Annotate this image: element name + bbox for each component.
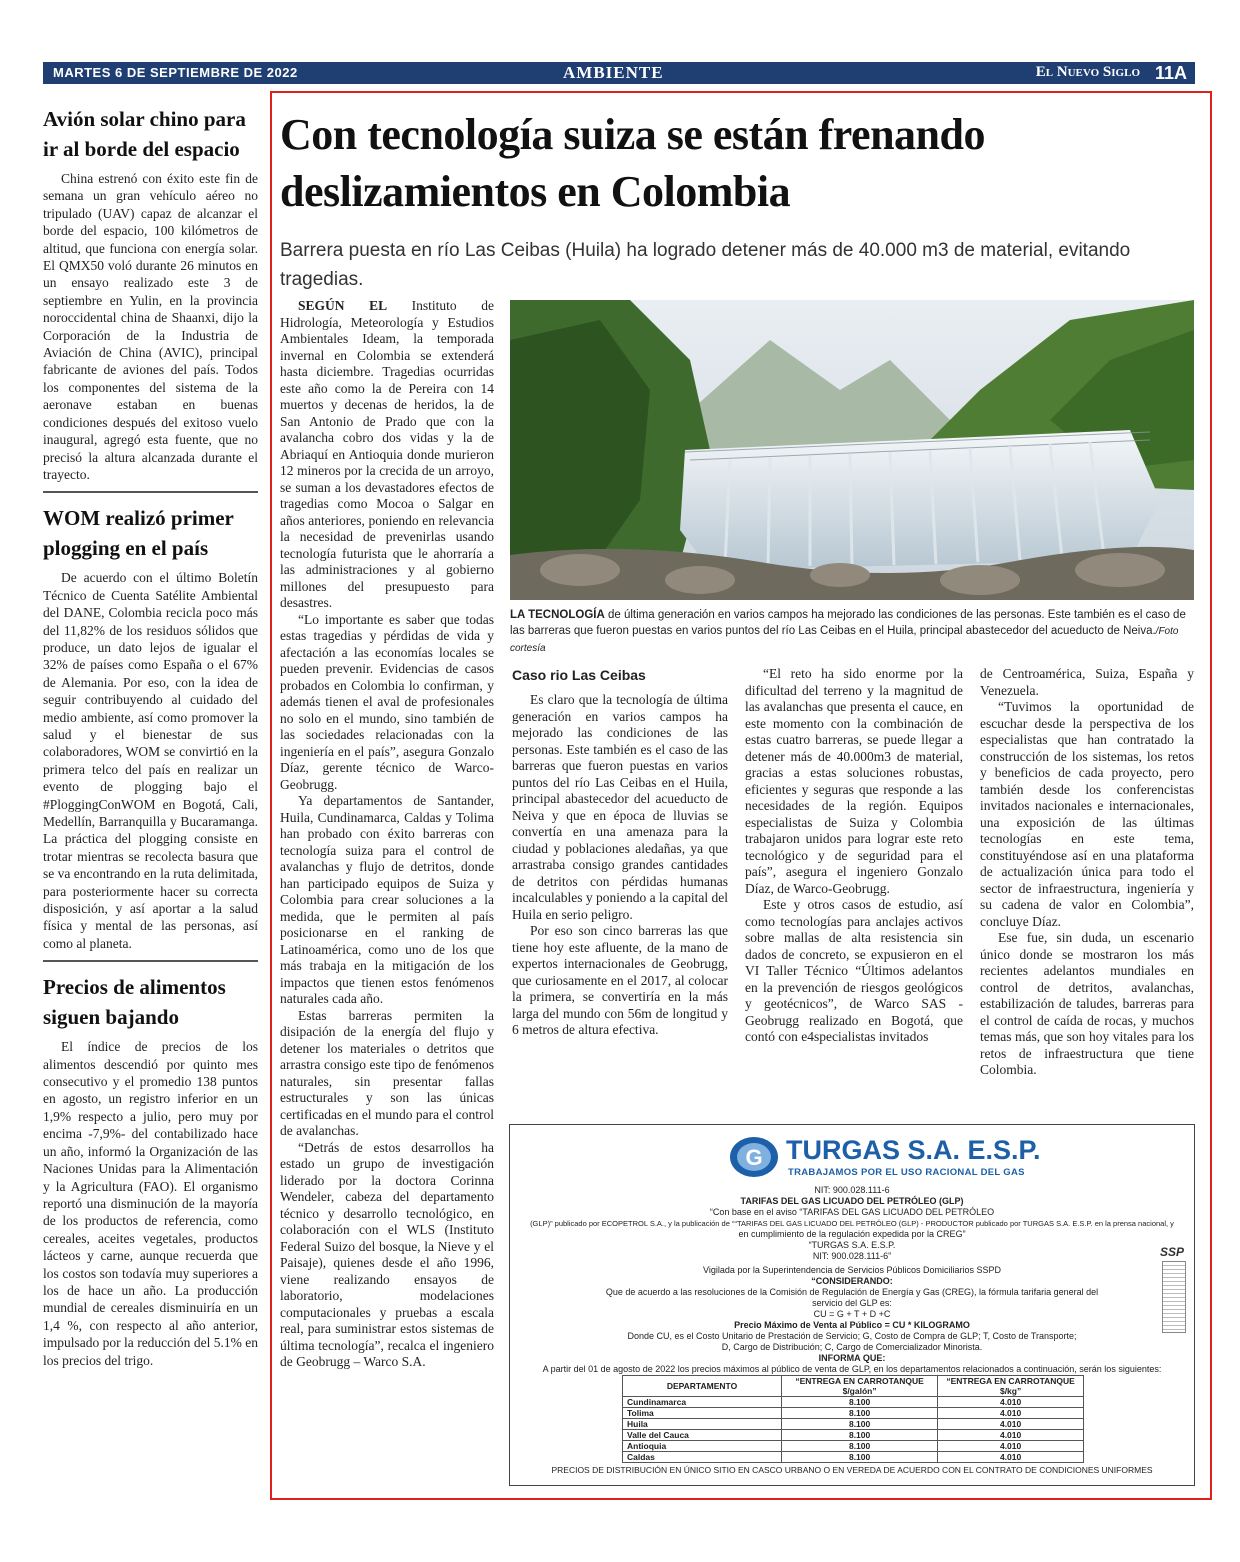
ad-line: NIT: 900.028.111-6” bbox=[812, 1251, 892, 1261]
table-cell: 8.100 bbox=[782, 1452, 938, 1463]
photo-credit: /Foto cortesía bbox=[510, 626, 1179, 654]
article-paragraph: Instituto de Hidrología, Meteorología y Estudios Ambientales Ideam, la temporada invernal en Colombia se extenderá hasta diciembre. Tragedias ocurridas este año como la de Pereira con 14 muertos y decenas de heridos, la de San Antonio de Prado que con la avalancha cobro dos vidas y la de Abriaquí en Antioquia donde murieron 12 mineros por la crecida de un arroyo, se suman a los devastadores efectos de tragedias como Mocoa o Salgar en años anteriores, poniendo en relevancia la necesidad de prevenirlas usando tecnología futurista que le ahorraría a las administraciones y al gobierno millones del presupuesto para desastres. bbox=[280, 298, 494, 610]
table-cell: 8.100 bbox=[782, 1419, 938, 1430]
article-paragraph: “Tuvimos la oportunidad de escuchar desde la perspectiva de los especialistas que han contratado la construcción de los sistemas, los retos y beneficios de cada proyecto, pero también desde los conferencistas invitados nacionales e internacionales, una exposición de las últimas tecnologías en este tema, constituyéndose así en una plataforma de actualización única para todo el sector de infraestructura, ingeniería y su cadena de valor en Colombia”, concluye Díaz. bbox=[980, 699, 1194, 929]
table-row bbox=[623, 1441, 1084, 1452]
table-cell: Valle del Cauca bbox=[623, 1430, 782, 1441]
waterfall-barrier-image bbox=[510, 300, 1194, 600]
table-cell: 4.010 bbox=[938, 1441, 1084, 1452]
article-subhead: Caso rio Las Ceibas bbox=[512, 667, 646, 683]
table-cell: 4.010 bbox=[938, 1419, 1084, 1430]
ad-line: “CONSIDERANDO: bbox=[811, 1276, 893, 1286]
divider bbox=[43, 491, 258, 493]
sidebar-body-2: De acuerdo con el último Boletín Técnico de Cuenta Satélite Ambiental del DANE, Colombia recicla poco más del 11,82% de los residuos sólidos que produce, un dato lejos de igualar el 32% de países como España o el 67% de Alemania. Por eso, con la idea de seguir contribuyendo al cuidado del medio ambiente, así como promover la salud y el bienestar de sus colaboradores, WOM se convirtió en la primera telco del país en realizar un evento de plogging bajo el #PloggingConWOM en Bogotá, Cali, Medellín, Barranquilla y Bucaramanga. La práctica del plogging consiste en trotar mientras se recolecta basura que se va encontrando en la ruta delimitada, para posteriormente hacer su correcta disposición, y así aportar a la salud física y mental de las personas, así como al planeta. bbox=[43, 570, 258, 951]
table-row bbox=[623, 1397, 1084, 1408]
ad-line: D, Cargo de Distribución; C, Cargo de Comercializador Minorista. bbox=[721, 1342, 983, 1352]
table-cell: Antioquia bbox=[623, 1441, 782, 1452]
ad-line: Vigilada por la Superintendencia de Servicios Públicos Domiciliarios SSPD bbox=[703, 1265, 1001, 1275]
ad-line: en cumplimiento de la regulación expedida por la CREG” bbox=[738, 1229, 966, 1239]
article-paragraph: Es claro que la tecnología de última generación en varios campos ha mejorado las condiciones de las personas. Este también es el caso de las barreras que fueron puestas en varios puntos del río Las Ceibas en el Huila, principal abastecedor del acueducto de Neiva y que en época de lluvias se convertía en una amenaza para la ciudad y poblaciones aledañas, ya que arrastraba consigo grandes cantidades de detritos con pérdidas humanas incalculables y poniendo a la capital del Huila en serio peligro. bbox=[512, 692, 728, 922]
table-cell: Tolima bbox=[623, 1408, 782, 1419]
article-headline: Con tecnología suiza se están frenando deslizamientos en Colombia bbox=[280, 110, 985, 216]
table-row bbox=[623, 1419, 1084, 1430]
ad-line: Precio Máximo de Venta al Público = CU * KILOGRAMO bbox=[734, 1320, 970, 1330]
article-paragraph: Ese fue, sin duda, un escenario único donde se mostraron los más recientes adelantos mundiales en control de detritos, avalanchas, estabilización de taludes, barreras para el control de caída de rocas, y muchos temas más, que son hoy vitales para los retos de infraestructura que tiene Colombia. bbox=[980, 930, 1194, 1077]
ad-line: NIT: 900.028.111-6 bbox=[814, 1185, 890, 1195]
page-number: 11A bbox=[1154, 63, 1187, 83]
article-deck: Barrera puesta en río Las Ceibas (Huila) ha logrado detener más de 40.000 m3 de material, evitando tragedias. bbox=[280, 240, 1131, 290]
left-sidebar bbox=[43, 104, 258, 1369]
table-cell: 8.100 bbox=[782, 1397, 938, 1408]
sidebar-headline-1: Avión solar chino para ir al borde del espacio bbox=[43, 107, 246, 161]
caption-text: de última generación en varios campos ha mejorado las condiciones de las personas. Este también es el caso de las barreras que fueron puestas en varios puntos del río Las Ceibas en el Huila, principal abastecedor del acueducto de Neiva. bbox=[510, 609, 1186, 637]
ad-line: A partir del 01 de agosto de 2022 los precios máximos al público de venta de GLP, en los departamentos relacionados a continuación, serán los siguientes: bbox=[542, 1364, 1162, 1374]
ad-line: “TURGAS S.A. E.S.P. bbox=[808, 1240, 896, 1250]
article-column-4 bbox=[980, 666, 1194, 1079]
article-paragraph: Estas barreras permiten la disipación de la energía del flujo y detener los materiales o detritos que arrastra consigo este tipo de fenómenos naturales, sin presentar fallas estructurales y son las únicas certificadas en el mundo para el control de avalanchas. bbox=[280, 1007, 494, 1138]
sspd-mark: SSP bbox=[1160, 1245, 1185, 1259]
sidebar-headline-3: Precios de alimentos siguen bajando bbox=[43, 975, 226, 1030]
table-row bbox=[623, 1430, 1084, 1441]
article-paragraph: “Detrás de estos desarrollos ha estado un grupo de investigación liderado por la doctora Corinna Wendeler, cabeza del departamento técnico y desarrollo tecnológico, en colaboración con el WLS (Instituto Federal Suizo del bosque, la Nieve y el Paisaje), quienes desde el año 1996, viene realizando ensayos de laboratorio, modelaciones computacionales y pruebas a escala real, para suministrar estos sistemas de última tecnología”, recalca el ingeniero de Geobrugg – Warco S.A. bbox=[280, 1139, 494, 1369]
article-column-2 bbox=[512, 666, 728, 1039]
ad-line: CU = G + T + D +C bbox=[813, 1309, 891, 1319]
header-bar bbox=[43, 62, 1195, 84]
article-paragraph: Ya departamentos de Santander, Huila, Cundinamarca, Caldas y Tolima han probado con éxito barreras con tecnología suiza para el control de avalanchas y flujo de detritos, donde han participado equipos de Suiza y Colombia para crear soluciones a la medida, que le permiten al país posicionarse en el ranking de Latinoamérica, como uno de los que más trabaja en la mitigación de los impactos que tienen estos fenómenos naturales cada año. bbox=[280, 793, 494, 1006]
table-row bbox=[623, 1408, 1084, 1419]
table-header: DEPARTAMENTO bbox=[623, 1376, 782, 1397]
ad-footer: PRECIOS DE DISTRIBUCIÓN EN ÚNICO SITIO EN CASCO URBANO O EN VEREDA DE ACUERDO CON EL CONTRATO DE CONDICIONES UNIFORMES bbox=[551, 1465, 1153, 1475]
ad-line: servicio del GLP es: bbox=[812, 1298, 892, 1308]
article-paragraph: de Centroamérica, Suiza, España y Venezuela. bbox=[980, 666, 1194, 698]
table-header: “ENTREGA EN CARROTANQUE $/kg” bbox=[938, 1376, 1084, 1397]
article-lead: SEGÚN EL bbox=[298, 298, 388, 313]
ad-tagline: TRABAJAMOS POR EL USO RACIONAL DEL GAS bbox=[788, 1167, 1025, 1178]
photo-caption bbox=[510, 607, 1190, 657]
table-cell: 4.010 bbox=[938, 1408, 1084, 1419]
article-photo bbox=[510, 300, 1194, 600]
article-paragraph: Por eso son cinco barreras las que tiene hoy este afluente, de la mano de expertos internacionales de Geobrugg, que curiosamente en el 2017, al colocar la primera, se convertiría en la más larga del mundo con 56m de longitud y 6 metros de altura efectiva. bbox=[512, 923, 728, 1037]
article-paragraph: “Lo importante es saber que todas estas tragedias y pérdidas de vida y afectación a las economías locales se pueden prevenir. Evidencias de casos probados en Colombia lo confirman, y además tienen el aval de profesionales no solo en el mundo, sino también de las sociedades relacionadas con la ingeniería en el país”, asegura Gonzalo Díaz, gerente técnico de Warco-Geobrugg. bbox=[280, 611, 494, 792]
ad-line: (GLP)” publicado por ECOPETROL S.A., y la publicación de ““TARIFAS DEL GAS LICUADO DEL PETRÓLEO (GLP) - PRODUCTOR publicado por TURGAS S.A. E.S.P. en la prensa nacional, y bbox=[530, 1219, 1174, 1228]
caption-lead: LA TECNOLOGÍA bbox=[510, 609, 605, 621]
section-name: AMBIENTE bbox=[563, 63, 664, 82]
sspd-logo-icon bbox=[1162, 1261, 1186, 1333]
ad-line: “Con base en el aviso “TARIFAS DEL GAS LICUADO DEL PETRÓLEO bbox=[709, 1207, 995, 1217]
table-cell: 4.010 bbox=[938, 1430, 1084, 1441]
sidebar-body-3: El índice de precios de los alimentos descendió por quinto mes consecutivo y el promedio 138 puntos en agosto, un registro inferior en un 1,9% respecto a julio, pero muy por encima -7,9%- del contabilizado hace un año, informó la Organización de las Naciones Unidas para la Alimentación y la Agricultura (FAO). El organismo reportó una disminución de la mayoría de los productos de referencia, como cereales, aceites vegetales, productos lácteos y carne, aunque recuerda que los costos son todavía muy superiores a los de hace un año. La producción mundial de cereales disminuiría en un 1,4 %, con respecto al año anterior, impulsado por la reducción del 5.1% en los precios del trigo. bbox=[43, 1039, 258, 1368]
table-cell: Cundinamarca bbox=[623, 1397, 782, 1408]
turgas-logo-icon bbox=[728, 1135, 780, 1179]
issue-date: MARTES 6 DE SEPTIEMBRE DE 2022 bbox=[53, 65, 298, 80]
divider bbox=[43, 960, 258, 962]
table-cell: Caldas bbox=[623, 1452, 782, 1463]
sidebar-body-1: China estrenó con éxito este fin de semana un gran vehículo aéreo no tripulado (UAV) capaz de alcanzar el borde del espacio, 100 kilómetros de altitud, que funciona con energía solar. El QMX50 voló durante 26 minutos en un ensayo realizado este 3 de septiembre en Yulin, en la provincia noroccidental china de Shaanxi, dijo la Corporación de la Industria de Aviación de China (AVIC), principal fabricante de aviones del país. Todos los componentes del sistema de la aeronave estaban en buenas condiciones después del exitoso vuelo inaugural, agregó esta fuente, que no precisó la altura alcanzada durante el trayecto. bbox=[43, 171, 258, 482]
ad-line: INFORMA QUE: bbox=[818, 1353, 886, 1363]
table-cell: Huila bbox=[623, 1419, 782, 1430]
turgas-advertisement bbox=[509, 1124, 1195, 1486]
ad-brand: TURGAS S.A. E.S.P. bbox=[786, 1135, 1041, 1165]
newspaper-name: El Nuevo Siglo bbox=[1035, 64, 1140, 80]
article-paragraph: Este y otros casos de estudio, así como tecnologías para anclajes activos sobre mallas de alta resistencia sin dados de concreto, se expusieron en el VI Taller Técnico “Últimos adelantos en la prevención de riesgos geológicos y geotécnicos”, de Warco SAS - Geobrugg realizado en Bogotá, que contó con e4specialistas invitados bbox=[745, 897, 963, 1044]
table-cell: 4.010 bbox=[938, 1452, 1084, 1463]
table-header-row bbox=[623, 1376, 1084, 1397]
table-cell: 8.100 bbox=[782, 1430, 938, 1441]
ad-line: Que de acuerdo a las resoluciones de la Comisión de Regulación de Energía y Gas (CREG), la fórmula tarifaria general del bbox=[605, 1287, 1099, 1297]
table-cell: 4.010 bbox=[938, 1397, 1084, 1408]
table-cell: 8.100 bbox=[782, 1408, 938, 1419]
table-row bbox=[623, 1452, 1084, 1463]
table-header: “ENTREGA EN CARROTANQUE $/galón” bbox=[782, 1376, 938, 1397]
ad-line: Donde CU, es el Costo Unitario de Prestación de Servicio; G, Costo de Compra de GLP; T, Costo de Transporte; bbox=[627, 1331, 1077, 1341]
logo-letter: G bbox=[745, 1145, 763, 1170]
ad-line: TARIFAS DEL GAS LICUADO DEL PETRÓLEO (GLP) bbox=[740, 1196, 964, 1206]
article-paragraph: “El reto ha sido enorme por la dificultad del terreno y la magnitud de las avalanchas que presenta el cauce, en este momento con la combinación de estas cuatro barreras, se puede llegar a detener más de 40.000m3 de material, gracias a estas soluciones robustas, eficientes y seguras que responde a las necesidades de la región. Equipos especialistas de Suiza y Colombia trabajaron unidos para lograr este reto tecnológico y de seguridad para el país”, asegura el ingeniero Gonzalo Díaz, de Warco-Geobrugg. bbox=[745, 666, 963, 896]
price-table bbox=[622, 1375, 1084, 1463]
article-column-3 bbox=[745, 666, 963, 1046]
sidebar-headline-2: WOM realizó primer plogging en el país bbox=[43, 506, 234, 561]
table-cell: 8.100 bbox=[782, 1441, 938, 1452]
article-column-1 bbox=[280, 298, 494, 1371]
